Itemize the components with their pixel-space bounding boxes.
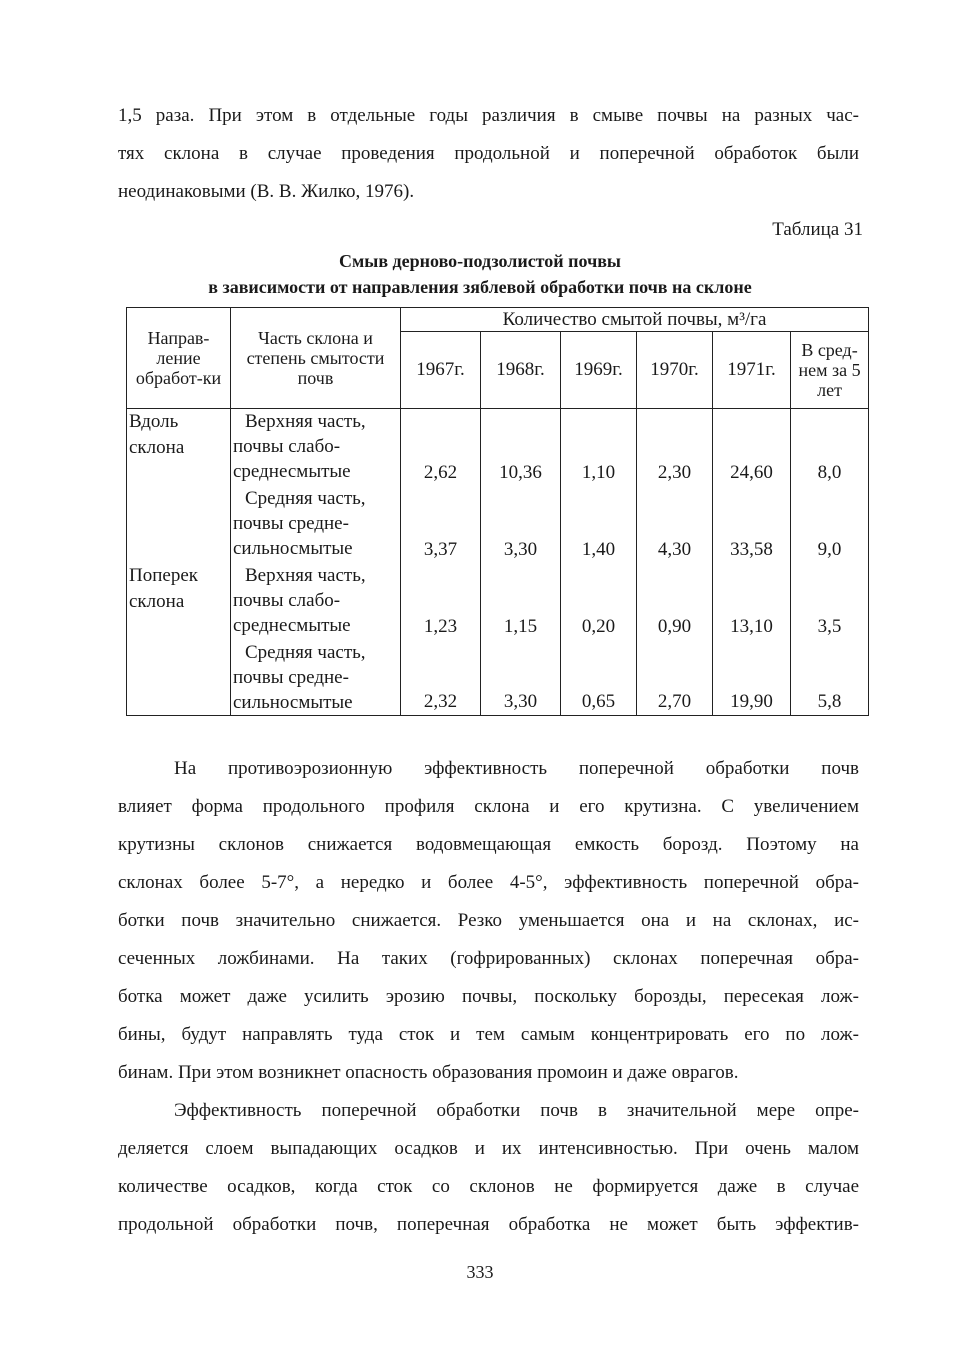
- table-title-line2: в зависимости от направления зяблевой обработки почв на склоне: [208, 277, 752, 297]
- paragraph-cross-tillage: [118, 750, 859, 1092]
- value-cell: 1,10: [561, 409, 637, 486]
- value-cell: 3,30: [481, 640, 561, 716]
- text-line: бинам. При этом возникнет опасность образования промоин и даже оврагов.: [118, 1062, 739, 1083]
- value-cell: 2,70: [637, 640, 713, 716]
- header-year: 1969г.: [561, 332, 637, 409]
- value-cell: 0,20: [561, 563, 637, 640]
- text-line: ботка может даже усилить эрозию почвы, поскольку борозды, пересекая лож-: [118, 986, 859, 1007]
- text-line: крутизны склонов снижается водовмещающая емкость борозд. Поэтому на: [118, 834, 859, 855]
- header-year: 1971г.: [713, 332, 791, 409]
- average-cell: 5,8: [791, 640, 869, 716]
- table-label: Таблица 31: [772, 219, 863, 240]
- value-cell: 3,30: [481, 486, 561, 563]
- page-number: 333: [466, 1262, 494, 1282]
- header-year: 1970г.: [637, 332, 713, 409]
- slope-part-cell: Средняя часть, почвы средне- сильносмытые: [231, 640, 401, 716]
- value-cell: 33,58: [713, 486, 791, 563]
- direction-cell: Вдоль склона: [127, 409, 231, 486]
- average-cell: 9,0: [791, 486, 869, 563]
- value-cell: 13,10: [713, 563, 791, 640]
- value-cell: 24,60: [713, 409, 791, 486]
- table-row: [127, 563, 869, 640]
- value-cell: 19,90: [713, 640, 791, 716]
- text-line: деляется слоем выпадающих осадков и их интенсивностью. При очень малом: [118, 1138, 859, 1159]
- slope-part-cell: Верхняя часть, почвы слабо- среднесмытые: [231, 409, 401, 486]
- slope-part-cell: Средняя часть, почвы средне- сильносмытые: [231, 486, 401, 563]
- value-cell: 4,30: [637, 486, 713, 563]
- value-cell: 1,40: [561, 486, 637, 563]
- value-cell: 0,90: [637, 563, 713, 640]
- value-cell: 10,36: [481, 409, 561, 486]
- text-line: продольной обработки почв, поперечная обработка не может быть эффектив-: [118, 1214, 859, 1235]
- value-cell: 1,15: [481, 563, 561, 640]
- text-line: количестве осадков, когда сток со склонов не формируется даже в случае: [118, 1176, 859, 1197]
- text-line: Эффективность поперечной обработки почв в значительной мере опре-: [174, 1100, 859, 1121]
- direction-cell: Поперек склона: [127, 563, 231, 640]
- text-line: ботки почв значительно снижается. Резко уменьшается она и на склонах, ис-: [118, 910, 859, 931]
- intro-paragraph: [118, 97, 859, 211]
- soil-washout-table: [126, 307, 869, 716]
- table-row: [127, 486, 869, 563]
- text-line: склонах более 5-7°, а нередко и более 4-5°, эффективность поперечной обра-: [118, 872, 859, 893]
- average-cell: 8,0: [791, 409, 869, 486]
- header-year: 1968г.: [481, 332, 561, 409]
- table-row: [127, 409, 869, 486]
- text-line: влияет форма продольного профиля склона и его крутизна. С увеличением: [118, 796, 859, 817]
- value-cell: 1,23: [401, 563, 481, 640]
- text-line: бины, будут направлять туда сток и тем самым концентрировать его по лож-: [118, 1024, 859, 1045]
- header-washout-amount: Количество смытой почвы, м³/га: [401, 308, 869, 332]
- direction-cell: [127, 640, 231, 716]
- text-line: сеченных ложбинами. На таких (гофрированных) склонах поперечная обра-: [118, 948, 859, 969]
- text-line: На противоэрозионную эффективность поперечной обработки почв: [174, 758, 859, 779]
- text-line: 1,5 раза. При этом в отдельные годы различия в смыве почвы на разных час-: [118, 105, 859, 126]
- value-cell: 2,62: [401, 409, 481, 486]
- header-slope-part: Часть склона и степень смытости почв: [231, 308, 401, 409]
- paragraph-precipitation: [118, 1092, 859, 1244]
- table-row: [127, 640, 869, 716]
- header-average: В сред-нем за 5 лет: [791, 332, 869, 409]
- value-cell: 2,32: [401, 640, 481, 716]
- text-line: тях склона в случае проведения продольной и поперечной обработок были: [118, 143, 859, 164]
- direction-cell: [127, 486, 231, 563]
- text-line: неодинаковыми (В. В. Жилко, 1976).: [118, 181, 415, 202]
- value-cell: 0,65: [561, 640, 637, 716]
- average-cell: 3,5: [791, 563, 869, 640]
- value-cell: 2,30: [637, 409, 713, 486]
- value-cell: 3,37: [401, 486, 481, 563]
- table-title-line1: Смыв дерново-подзолистой почвы: [339, 251, 621, 271]
- header-direction: Направ-ление обработ-ки: [127, 308, 231, 409]
- slope-part-cell: Верхняя часть, почвы слабо- среднесмытые: [231, 563, 401, 640]
- header-year: 1967г.: [401, 332, 481, 409]
